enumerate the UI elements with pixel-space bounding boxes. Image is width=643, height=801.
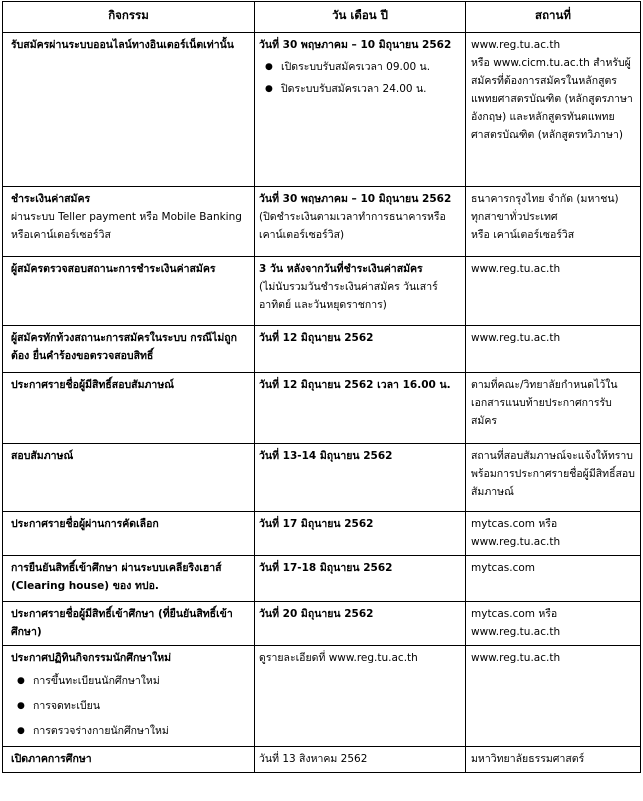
activity-cell: ประกาศรายชื่อผู้มีสิทธิ์สอบสัมภาษณ์	[3, 373, 255, 444]
place-line: หรือ www.cicm.tu.ac.th สำหรับผู้สมัครที่ต้องการสมัครในหลักสูตรแพทยศาสตรบัณฑิต (หลักสูตรภาษาอังกฤษ) และหลักสูตรทันตแพทยศาสตรบัณฑิต (หลักสูตรทวิภาษา)	[471, 57, 633, 141]
list-item: ● เปิดระบบรับสมัครเวลา 09.00 น.	[281, 56, 460, 78]
activity-cell: ประกาศรายชื่อผู้มีสิทธิ์เข้าศึกษา (ที่ยืนยันสิทธิ์เข้าศึกษา)	[3, 602, 255, 646]
place-cell	[466, 512, 641, 556]
activity-cell: ประกาศรายชื่อผู้ผ่านการคัดเลือก	[3, 512, 255, 556]
place-cell: www.reg.tu.ac.th	[466, 646, 641, 747]
table-row	[3, 373, 641, 444]
table-row	[3, 326, 641, 373]
place-line: www.reg.tu.ac.th	[471, 39, 561, 51]
list-item: ● การตรวจร่างกายนักศึกษาใหม่	[33, 719, 249, 744]
date-cell: วันที่ 12 มิถุนายน 2562 เวลา 16.00 น.	[255, 373, 466, 444]
activity-title: ประกาศปฏิทินกิจกรรมนักศึกษาใหม่	[11, 652, 172, 664]
place-cell	[466, 33, 641, 187]
place-line: หรือ เคาน์เตอร์เซอร์วิส	[471, 229, 575, 241]
place-cell: มหาวิทยาลัยธรรมศาสตร์	[466, 747, 641, 773]
date-text: วันที่ 30 พฤษภาคม – 10 มิถุนายน 2562	[259, 193, 452, 205]
activity-bullet-list	[11, 669, 249, 744]
place-line: ธนาคารกรุงไทย จำกัด (มหาชน)	[471, 193, 619, 205]
date-cell	[255, 33, 466, 187]
header-place: สถานที่	[466, 2, 641, 33]
list-item: ● การขึ้นทะเบียนนักศึกษาใหม่	[33, 669, 249, 694]
date-cell: ดูรายละเอียดที่ www.reg.tu.ac.th	[255, 646, 466, 747]
table-row	[3, 512, 641, 556]
place-cell: www.reg.tu.ac.th	[466, 326, 641, 373]
list-item: ● ปิดระบบรับสมัครเวลา 24.00 น.	[281, 78, 460, 100]
date-note: (ปิดชำระเงินตามเวลาทำการธนาคารหรือเคาน์เตอร์เซอร์วิส)	[259, 211, 446, 241]
table-header-row	[3, 2, 641, 33]
place-cell: mytcas.com	[466, 556, 641, 602]
activity-cell: ผู้สมัครตรวจสอบสถานะการชำระเงินค่าสมัคร	[3, 257, 255, 326]
table-row	[3, 556, 641, 602]
date-cell: วันที่ 13-14 มิถุนายน 2562	[255, 444, 466, 512]
header-activity: กิจกรรม	[3, 2, 255, 33]
activity-title: ชำระเงินค่าสมัคร	[11, 193, 91, 205]
place-cell: ตามที่คณะ/วิทยาลัยกำหนดไว้ในเอกสารแนบท้ายประกาศการรับสมัคร	[466, 373, 641, 444]
activity-cell	[3, 187, 255, 257]
table-row	[3, 33, 641, 187]
table-row	[3, 747, 641, 773]
date-cell: วันที่ 20 มิถุนายน 2562	[255, 602, 466, 646]
date-text: 3 วัน หลังจากวันที่ชำระเงินค่าสมัคร	[259, 263, 423, 275]
activity-cell: สอบสัมภาษณ์	[3, 444, 255, 512]
list-item: ● การจดทะเบียน	[33, 694, 249, 719]
activity-note: ผ่านระบบ Teller payment หรือ Mobile Banking หรือเคาน์เตอร์เซอร์วิส	[11, 211, 242, 241]
activity-cell: รับสมัครผ่านระบบออนไลน์ทางอินเตอร์เน็ตเท่านั้น	[3, 33, 255, 187]
table-row	[3, 646, 641, 747]
date-text: วันที่ 30 พฤษภาคม – 10 มิถุนายน 2562	[259, 39, 452, 51]
date-cell	[255, 257, 466, 326]
header-date: วัน เดือน ปี	[255, 2, 466, 33]
date-cell: วันที่ 17-18 มิถุนายน 2562	[255, 556, 466, 602]
date-cell	[255, 187, 466, 257]
place-cell	[466, 187, 641, 257]
table-row	[3, 187, 641, 257]
place-cell: สถานที่สอบสัมภาษณ์จะแจ้งให้ทราบ พร้อมการประกาศรายชื่อผู้มีสิทธิ์สอบสัมภาษณ์	[466, 444, 641, 512]
activity-cell: การยืนยันสิทธิ์เข้าศึกษา ผ่านระบบเคลียริงเฮาส์ (Clearing house) ของ ทปอ.	[3, 556, 255, 602]
place-line: ทุกสาขาทั่วประเทศ	[471, 211, 558, 223]
place-line: mytcas.com หรือ	[471, 518, 558, 530]
date-note: (ไม่นับรวมวันชำระเงินค่าสมัคร วันเสาร์ อาทิตย์ และวันหยุดราชการ)	[259, 281, 438, 311]
place-cell	[466, 602, 641, 646]
activity-cell: ผู้สมัครทักท้วงสถานะการสมัครในระบบ กรณีไม่ถูกต้อง ยื่นคำร้องขอตรวจสอบสิทธิ์	[3, 326, 255, 373]
date-cell: วันที่ 13 สิงหาคม 2562	[255, 747, 466, 773]
table-row	[3, 444, 641, 512]
table-row	[3, 602, 641, 646]
table-row	[3, 257, 641, 326]
admission-schedule-table	[2, 1, 641, 773]
place-line: www.reg.tu.ac.th	[471, 536, 561, 548]
date-bullet-list	[259, 56, 460, 100]
place-line: mytcas.com หรือ	[471, 608, 558, 620]
date-cell: วันที่ 12 มิถุนายน 2562	[255, 326, 466, 373]
place-line: www.reg.tu.ac.th	[471, 626, 561, 638]
activity-cell: เปิดภาคการศึกษา	[3, 747, 255, 773]
place-cell: www.reg.tu.ac.th	[466, 257, 641, 326]
date-cell: วันที่ 17 มิถุนายน 2562	[255, 512, 466, 556]
activity-cell	[3, 646, 255, 747]
